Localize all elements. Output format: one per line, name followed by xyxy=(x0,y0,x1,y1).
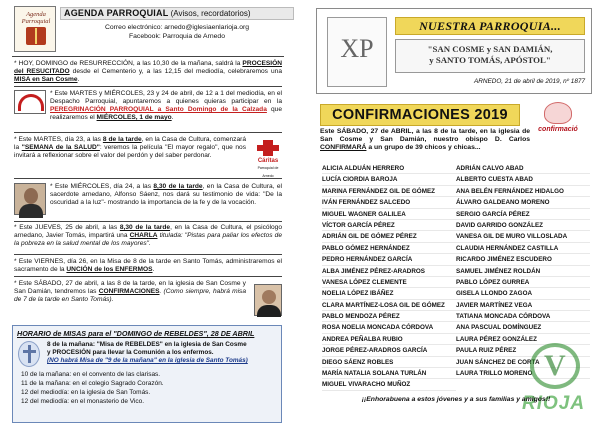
divider xyxy=(14,178,282,179)
horario-box xyxy=(12,325,282,423)
confirmando-name: ANDREA PEÑALBA RUBIO xyxy=(322,334,456,345)
closing-message: ¡¡Enhorabuena a estos jóvenes y a sus familias y amigos!! xyxy=(361,396,551,403)
confirmando-name: PABLO MENDOZA PÉREZ xyxy=(322,311,456,322)
dove-icon xyxy=(544,102,572,124)
confirmacion-logo xyxy=(532,100,584,142)
confirmando-name: ROSA NOELIA MONCADA CÓRDOVA xyxy=(322,322,456,333)
parish-name: "SAN COSME y SAN DAMIÁN, y SANTO TOMÁS, APÓSTOL" xyxy=(395,39,585,73)
confirmando-name: JAVIER MARTÍNEZ VEGA xyxy=(456,300,590,311)
confirmando-name: PAULA RUIZ PÉREZ xyxy=(456,345,590,356)
notice-highlight: PROCESIÓN del RESUCITADO xyxy=(14,60,282,76)
parish-title: NUESTRA PARROQUIA... xyxy=(395,17,585,35)
confirmando-name: CLAUDIA HERNÁNDEZ CASTILLA xyxy=(456,243,590,254)
schedule-item: 11 de la mañana: en el colegio Sagrado Corazón. xyxy=(21,380,164,387)
confirmando-name: ANA PASCUAL DOMÍNGUEZ xyxy=(456,322,590,333)
alfonso-photo xyxy=(14,183,46,215)
right-page xyxy=(306,0,600,427)
confirmaciones-intro: Este SÁBADO, 27 de ABRIL, a las 8 de la tarde, en la iglesia de San Cosme y San Damián, nuestro obispo D. Carlos CONFIRMARÁ a un grupo de 39 chicos y chicas... xyxy=(320,128,530,152)
divider xyxy=(14,254,282,255)
confirmaciones-title: CONFIRMACIONES 2019 xyxy=(320,104,520,126)
email-line: Correo electrónico: arnedo@iglesiaenlarioja.org xyxy=(104,24,250,31)
confirmando-name: VÍCTOR GARCÍA PÉREZ xyxy=(322,220,456,231)
agenda-subtitle: (Avisos, recordatorios) xyxy=(170,9,251,18)
confirmando-name: DIEGO SÁENZ ROBLES xyxy=(322,357,456,368)
confirmando-name: TATIANA MONCADA CÓRDOVA xyxy=(456,311,590,322)
schedule-item: 12 del mediodía: en la iglesia de San Tomás. xyxy=(21,389,151,396)
divider xyxy=(14,221,282,222)
confirmando-name: SERGIO GARCÍA PÉREZ xyxy=(456,209,590,220)
notice-6: * Este VIERNES, día 26, en la Misa de 8 de la tarde en Santo Tomás, administraremos el sacramento de la UNCIÓN de los ENFERMOS. xyxy=(14,258,282,274)
confirmando-name: LUCÍA CIORDIA BAROJA xyxy=(322,174,456,185)
confirmando-name: PABLO LÓPEZ GURREA xyxy=(456,277,590,288)
publication-date: ARNEDO, 21 de abril de 2019, nº 1877 xyxy=(473,78,585,85)
confirmando-name: PEDRO HERNÁNDEZ GARCÍA xyxy=(322,254,456,265)
confirmando-name: ANA BELÉN FERNÁNDEZ HIDALGO xyxy=(456,186,590,197)
peregrinacion-logo xyxy=(14,90,46,114)
rioja-watermark: V RIOJA xyxy=(508,343,600,425)
confirmacion-logo-label: confirmació xyxy=(538,126,578,133)
confirmando-name: JORGE PÉREZ-ARADROS GARCÍA xyxy=(322,345,456,356)
agenda-title: AGENDA PARROQUIAL xyxy=(64,8,169,18)
confirmando-name: ALBA JIMÉNEZ PÉREZ-ARADROS xyxy=(322,266,456,277)
confirmando-name: SAMUEL JIMÉNEZ ROLDÁN xyxy=(456,266,590,277)
horario-title: HORARIO de MISAS para el "DOMINGO de REBELDES", 28 DE ABRIL xyxy=(17,329,255,338)
horario-line-3: (NO habrá Misa de "9 de la mañana" en la iglesia de Santo Tomás) xyxy=(47,357,248,364)
confirmando-name: JUAN SÁNCHEZ DE CORTA xyxy=(456,357,590,368)
notice-3: * Este MARTES, día 23, a las 8 de la tarde, en la Casa de Cultura, comenzará la "SEMANA de la SALUD": veremos la película "El mayor regalo", que nos invitará a reflexionar sobre el valor del perdón y del saber perdonar. xyxy=(14,136,246,160)
caritas-label: Cáritas xyxy=(257,158,279,164)
obispo-photo xyxy=(254,284,282,316)
confirmando-name: PABLO GÓMEZ HERNÁNDEZ xyxy=(322,243,456,254)
confirmando-name: ADRIÁN GIL DE GÓMEZ PÉREZ xyxy=(322,231,456,242)
confirmando-name: MARINA FERNÁNDEZ GIL DE GÓMEZ xyxy=(322,186,456,197)
agenda-logo xyxy=(14,6,56,52)
notice-4: * Este MIÉRCOLES, día 24, a las 8,30 de la tarde, en la Casa de Cultura, el sacerdote arnedano, Alfonso Sáenz, nos dará su testimonio de vida: "De la oscuridad a la luz"- mostrando la importancia de la fe y de la vocación. xyxy=(50,183,282,207)
agenda-logo-text: Agenda Parroquial xyxy=(21,11,51,25)
confirmando-name: VANESA GIL DE MURO VILLOSLADA xyxy=(456,231,590,242)
horario-line-1: 8 de la mañana: "Misa de REBELDES" en la iglesia de San Cosme xyxy=(47,341,247,348)
confirmando-name: MIGUEL WAGNER GALILEA xyxy=(322,209,456,220)
contact-block xyxy=(60,23,294,41)
confirmando-name: NOELIA LÓPEZ IBÁÑEZ xyxy=(322,288,456,299)
chi-rho-icon: XP xyxy=(340,34,374,63)
caritas-logo xyxy=(254,140,282,179)
notice-2: * Este MARTES y MIÉRCOLES, 23 y 24 de abril, de 12 a 1 del mediodía, en el Despacho Parroquial, apuntaremos a quienes quieras participar en la PEREGRINACIÓN PARROQUIAL a Santo Domingo de la Calzada que realizaremos el MIÉRCOLES, 1 de mayo. xyxy=(50,90,282,122)
cross-icon xyxy=(18,341,40,367)
confirmando-name: RICARDO JIMÉNEZ ESCUDERO xyxy=(456,254,590,265)
names-column-1 xyxy=(322,163,456,391)
confirmando-name: ADRIÁN CALVO ABAD xyxy=(456,163,590,174)
schedule-item: 10 de la mañana: en el convento de las clarisas. xyxy=(21,371,161,378)
confirmando-name: VANESA LÓPEZ CLEMENTE xyxy=(322,277,456,288)
confirmando-name: ÁLVARO GALDEANO MORENO xyxy=(456,197,590,208)
confirmando-name: MARÍA NATALIA SOLANA TURLÁN xyxy=(322,368,456,379)
confirmando-name: MIGUEL VIVARACHO MUÑOZ xyxy=(322,379,456,390)
confirmando-name: IVÁN FERNÁNDEZ SALCEDO xyxy=(322,197,456,208)
parish-banner xyxy=(316,8,592,94)
confirmando-name: LAURA PÉREZ GONZÁLEZ xyxy=(456,334,590,345)
chi-rho-emblem xyxy=(327,17,387,87)
rioja-text: RIOJA xyxy=(522,393,586,414)
schedule-item: 12 del mediodía: en el monasterio de Vico. xyxy=(21,398,145,405)
agenda-title-band xyxy=(60,7,294,20)
notice-1: * HOY, DOMINGO de RESURRECCIÓN, a las 10,30 de la mañana, saldrá la PROCESIÓN del RESUCITADO desde el Cementerio y, a las 12,15 del mediodía, celebraremos una MISA en San Cosme. xyxy=(14,60,282,84)
divider xyxy=(14,132,282,133)
facebook-line: Facebook: Parroquia de Arnedo xyxy=(129,33,225,40)
notice-5: * Este JUEVES, 25 de abril, a las 8,30 de la tarde, en la Casa de Cultura, el psicólogo arnedano, Javier Tomás, impartirá una CHARLA titulada: "Pistas para paliar los efectos de la pobreza en la salud mental de los mayores". xyxy=(14,224,283,248)
confirmando-name: ALICIA ALDUÁN HERRERO xyxy=(322,163,456,174)
confirmando-name: LAURA TRILLO MORENO xyxy=(456,368,590,379)
divider xyxy=(14,276,282,277)
divider xyxy=(14,86,282,87)
confirmando-name: DAVID GARRIDO GONZÁLEZ xyxy=(456,220,590,231)
divider xyxy=(12,56,284,57)
horario-line-2: y PROCESIÓN para llevar la Comunión a los enfermos. xyxy=(47,349,214,356)
caritas-sub: Parroquial de Arnedo xyxy=(257,166,279,179)
book-icon xyxy=(26,27,46,45)
notice-7: * Este SÁBADO, 27 de abril, a las 8 de la tarde, en la iglesia de San Cosme y San Damián, tendremos las CONFIRMACIONES. (Como siempre, habrá misa de 7 de la tarde en Santo Tomás). xyxy=(14,280,246,304)
confirmando-name: ALBERTO CUESTA ABAD xyxy=(456,174,590,185)
confirmando-name: CLARA MARTÍNEZ-LOSA GIL DE GÓMEZ xyxy=(322,300,456,311)
confirmando-name: GISELA LLONDO ZAGOA xyxy=(456,288,590,299)
